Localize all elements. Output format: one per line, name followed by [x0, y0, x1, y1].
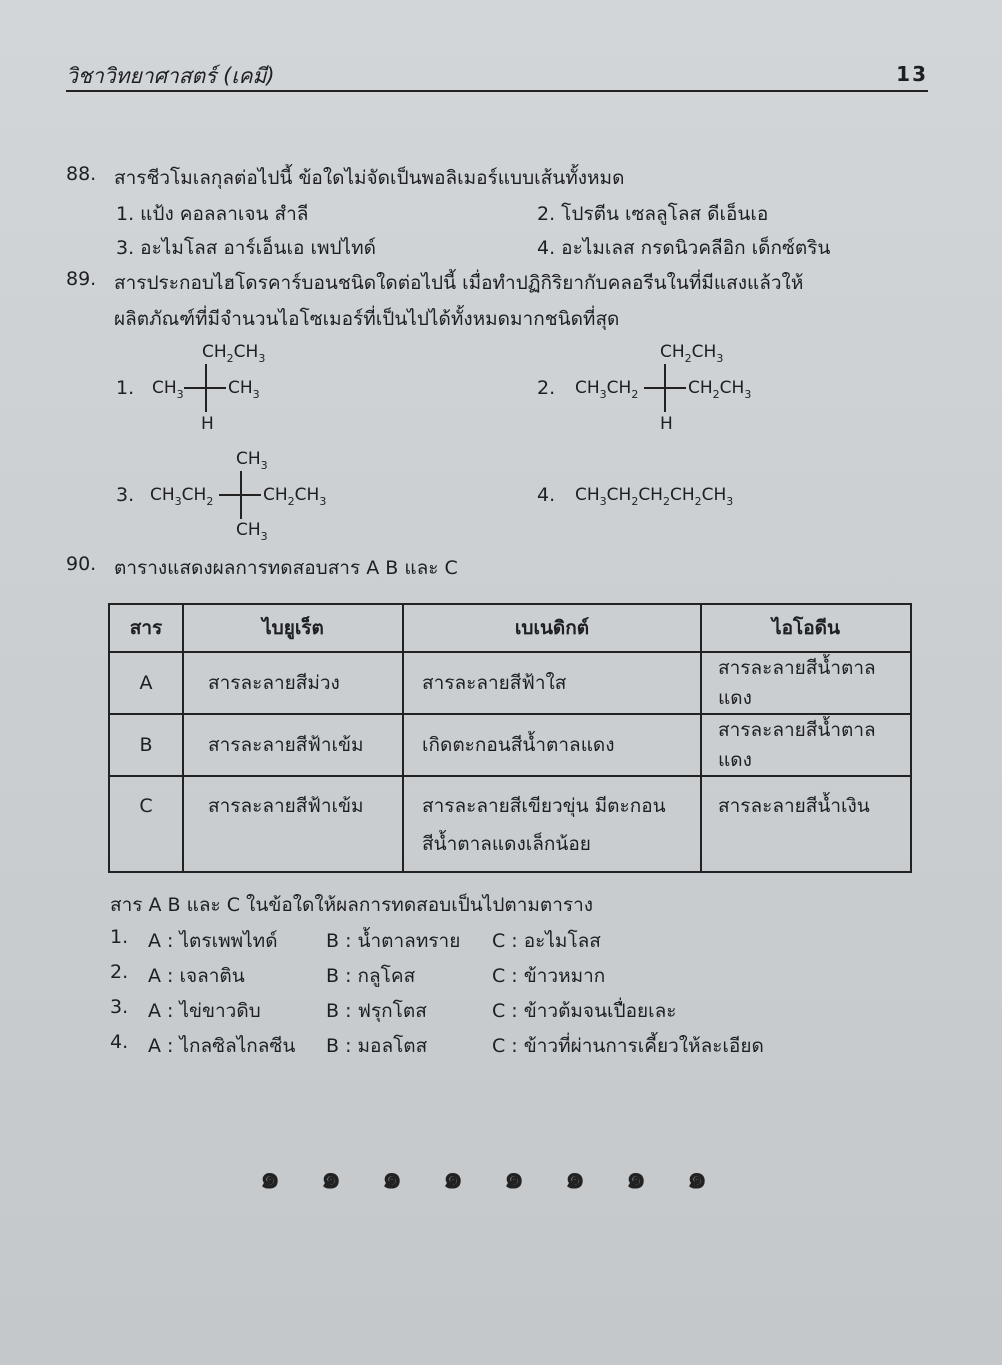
- table-header-cell: ไบยูเร็ต: [183, 604, 403, 652]
- s3-bottom-group: $CH_3$: [236, 520, 268, 543]
- q90-choice-4-b: B : มอลโตส: [326, 1035, 428, 1057]
- q90-text: ตารางแสดงผลการทดสอบสาร A B และ C: [114, 557, 458, 579]
- table-cell: B: [109, 714, 183, 776]
- s3-right-group: $CH_2CH_3$: [263, 485, 327, 508]
- q90-choice-1-num: 1.: [110, 926, 129, 948]
- q90-choice-4-c: C : ข้าวที่ผ่านการเคี้ยวให้ละเอียด: [492, 1035, 764, 1057]
- q90-choice-2-c: C : ข้าวหมาก: [492, 965, 606, 987]
- q90-choice-3-num: 3.: [110, 996, 129, 1018]
- thai-ornament-icon: ๑: [442, 1158, 464, 1196]
- q89-choice-4-label: 4.: [537, 484, 556, 506]
- q88-choice-4: 4. อะไมเลส กรดนิวคลีอิก เด็กซ์ตริน: [537, 237, 831, 259]
- s2-left-group: $CH_3CH_2$: [575, 378, 639, 401]
- table-cell: สารละลายสีม่วง: [183, 652, 403, 714]
- q90-choice-2-a: A : เจลาติน: [148, 965, 245, 987]
- q89-choice-3-label: 3.: [116, 484, 135, 506]
- table-cell: สารละลายสีน้ำเงิน: [701, 776, 911, 872]
- thai-ornament-icon: ๑: [503, 1158, 525, 1196]
- thai-ornament-icon: ๑: [320, 1158, 342, 1196]
- q90-choice-1-c: C : อะไมโลส: [492, 930, 601, 952]
- s1-bottom-h: H: [201, 414, 214, 434]
- cell-line: สารละลายสีเขียวขุ่น มีตะกอน: [422, 795, 666, 817]
- ornament-row: [250, 1152, 717, 1203]
- table-row: [109, 776, 911, 872]
- thai-ornament-icon: ๑: [259, 1158, 281, 1196]
- s2-right-group: $CH_2CH_3$: [688, 378, 752, 401]
- table-row: [109, 714, 911, 776]
- q90-choice-3-a: A : ไข่ขาวดิบ: [148, 1000, 261, 1022]
- s2-horizontal-bond: [644, 387, 686, 389]
- s2-top-group: $CH_2CH_3$: [660, 342, 724, 365]
- thai-ornament-icon: ๑: [381, 1158, 403, 1196]
- subject-title: วิชาวิทยาศาสตร์ (เคมี): [66, 64, 275, 88]
- table-header-cell: สาร: [109, 604, 183, 652]
- table-header-cell: เบเนดิกต์: [403, 604, 701, 652]
- table-cell: สารละลายสีฟ้าใส: [403, 652, 701, 714]
- table-cell: C: [109, 776, 183, 872]
- s3-left-group: $CH_3CH_2$: [150, 485, 214, 508]
- q90-number: 90.: [66, 553, 97, 575]
- q89-choice-2-label: 2.: [537, 377, 556, 399]
- cell-line: สีน้ำตาลแดงเล็กน้อย: [422, 833, 591, 855]
- q88-choice-1: 1. แป้ง คอลลาเจน สำลี: [116, 203, 309, 225]
- s1-left-group: $CH_3$: [152, 378, 184, 401]
- table-cell: สารละลายสีน้ำตาลแดง: [701, 652, 911, 714]
- thai-ornament-icon: ๑: [625, 1158, 647, 1196]
- s1-horizontal-bond: [184, 387, 226, 389]
- q90-choice-2-num: 2.: [110, 961, 129, 983]
- s3-horizontal-bond: [219, 494, 261, 496]
- q89-choice-1-label: 1.: [116, 377, 135, 399]
- table-header-cell: ไอโอดีน: [701, 604, 911, 652]
- page-number: 13: [896, 62, 928, 86]
- thai-ornament-icon: ๑: [564, 1158, 586, 1196]
- q88-choice-3: 3. อะไมโลส อาร์เอ็นเอ เพปไทด์: [116, 237, 376, 259]
- q89-text-line2: ผลิตภัณฑ์ที่มีจำนวนไอโซเมอร์ที่เป็นไปได้ทั้งหมดมากชนิดที่สุด: [114, 308, 620, 330]
- q90-choice-4-a: A : ไกลซิลไกลซีน: [148, 1035, 296, 1057]
- structure-4: $CH_3CH_2CH_2CH_2CH_3$: [575, 485, 734, 508]
- q90-choice-4-num: 4.: [110, 1031, 129, 1053]
- thai-ornament-icon: ๑: [686, 1158, 708, 1196]
- test-results-table: [108, 603, 912, 873]
- table-cell: สารละลายสีฟ้าเข้ม: [183, 714, 403, 776]
- q88-choice-2: 2. โปรตีน เซลลูโลส ดีเอ็นเอ: [537, 203, 769, 225]
- table-cell: [403, 776, 701, 872]
- table-header-row: [109, 604, 911, 652]
- q89-text-line1: สารประกอบไฮโดรคาร์บอนชนิดใดต่อไปนี้ เมื่อทำปฏิกิริยากับคลอรีนในที่มีแสงแล้วให้: [114, 272, 804, 294]
- q90-choice-1-b: B : น้ำตาลทราย: [326, 930, 461, 952]
- table-cell: สารละลายสีฟ้าเข้ม: [183, 776, 403, 872]
- s2-bottom-h: H: [660, 414, 673, 434]
- q89-number: 89.: [66, 268, 97, 290]
- s1-right-group: $CH_3$: [228, 378, 260, 401]
- q90-question: สาร A B และ C ในข้อใดให้ผลการทดสอบเป็นไปตามตาราง: [110, 894, 594, 916]
- table-cell: สารละลายสีน้ำตาลแดง: [701, 714, 911, 776]
- s3-top-group: $CH_3$: [236, 449, 268, 472]
- table-cell: A: [109, 652, 183, 714]
- q90-choice-2-b: B : กลูโคส: [326, 965, 416, 987]
- s1-top-group: $CH_2CH_3$: [202, 342, 266, 365]
- q88-text: สารชีวโมเลกุลต่อไปนี้ ข้อใดไม่จัดเป็นพอลิเมอร์แบบเส้นทั้งหมด: [114, 167, 625, 189]
- table-row: [109, 652, 911, 714]
- q90-choice-1-a: A : ไตรเพพไทด์: [148, 930, 278, 952]
- table-cell: เกิดตะกอนสีน้ำตาลแดง: [403, 714, 701, 776]
- q90-choice-3-c: C : ข้าวต้มจนเปื่อยเละ: [492, 1000, 677, 1022]
- q90-choice-3-b: B : ฟรุกโตส: [326, 1000, 427, 1022]
- q88-number: 88.: [66, 163, 97, 185]
- page-header: [66, 58, 928, 92]
